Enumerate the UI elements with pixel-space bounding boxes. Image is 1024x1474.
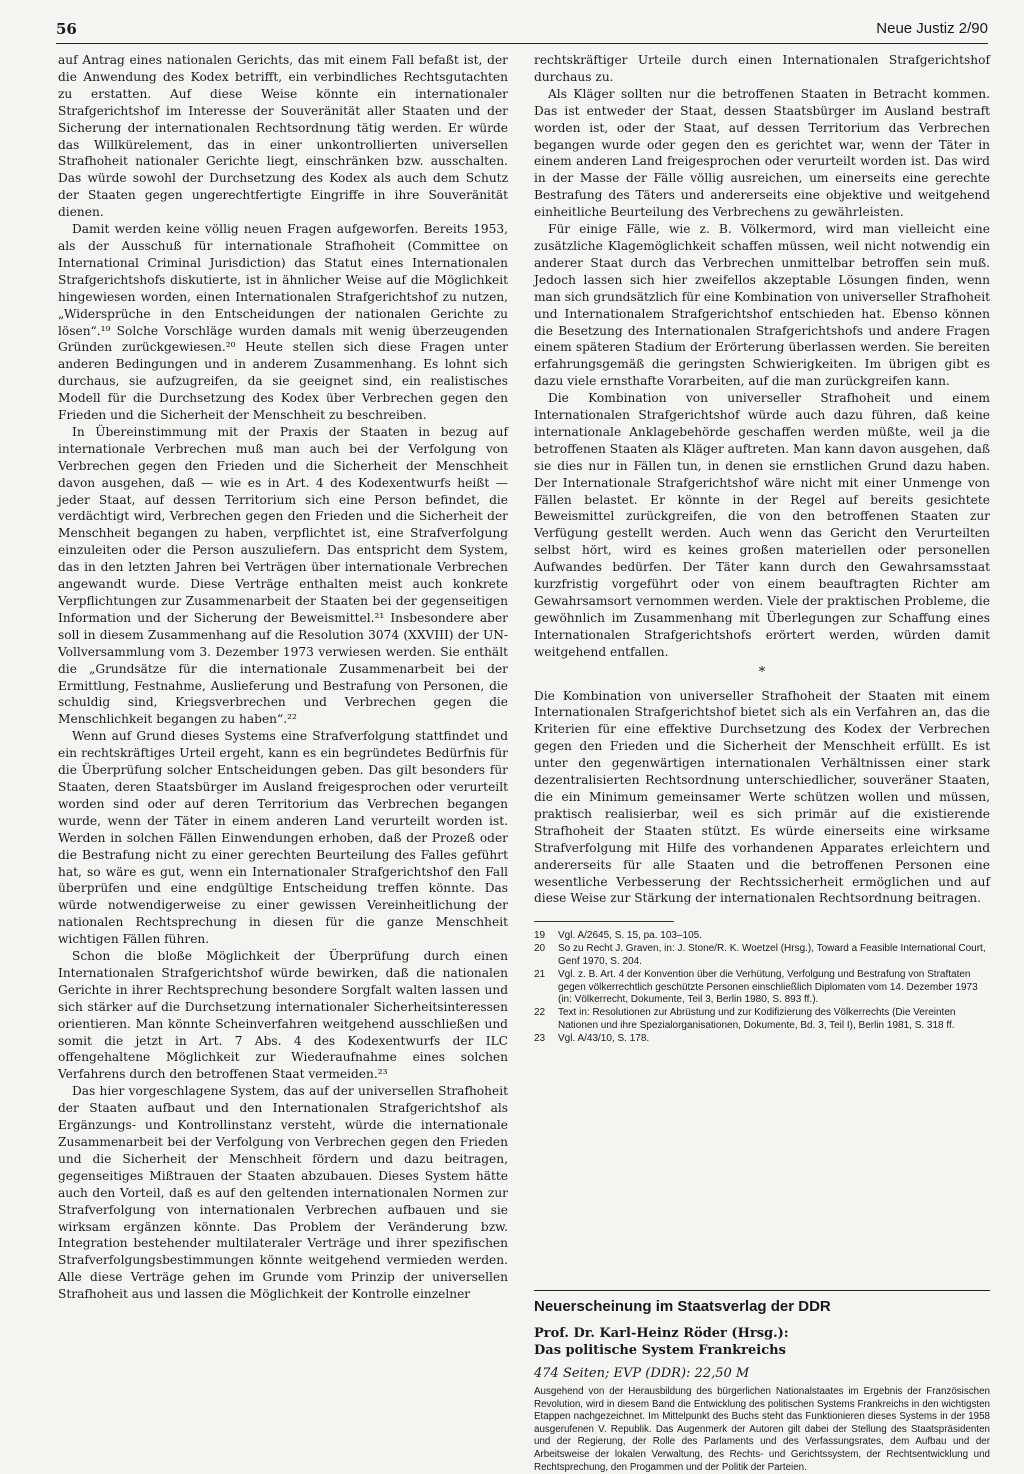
book-title: Das politische System Frankreichs [534, 1343, 786, 1358]
paragraph: In Übereinstimmung mit der Praxis der Staaten in bezug auf internationale Verbrechen muß man auch bei der Verfolgung von Verbrechen gegen den Frieden und die Sicherheit der Menschheit davon ausgehen, daß — wie es in Art. 4 des Kodexentwurfs heißt — jeder Staat, auf dessen Territorium sich eine Person befindet, die verdächtigt wird, Verbrechen gegen den Frieden und die Sicherheit der Menschheit begangen zu haben, verpflichtet ist, eine Strafverfolgung einzuleiten oder die Person auszuliefern. Das entspricht dem System, das in den letzten Jahren bei Verträgen über internationale Verbrechen angewandt wurde. Diese Verträge enthalten meist auch konkrete Verpflichtungen zur Zusammenarbeit der Staaten bei der gegenseitigen Information und der Sicherung der Beweismittel.²¹ Insbesondere aber soll in diesem Zusammenhang auf die Resolution 3074 (XXVIII) der UN-Vollversammlung vom 3. Dezember 1973 verwiesen werden. Sie enthält die „Grundsätze für die internationale Zusammenarbeit bei der Ermittlung, Festnahme, Auslieferung und Bestrafung von Personen, die schuldig sind, Kriegsverbrechen und Verbrechen gegen die Menschlichkeit begangen zu haben“.²² [58, 424, 508, 727]
paragraph: Damit werden keine völlig neuen Fragen aufgeworfen. Bereits 1953, als der Ausschuß für internationale Strafhoheit (Committee on International Criminal Jurisdiction) das Statut eines Internationalen Strafgerichtshofs diskutierte, ist in ähnlicher Weise auf die Möglichkeit hingewiesen worden, einen Internationalen Strafgerichtshof zu nutzen, „Widersprüche in den Entscheidungen der nationalen Gerichte zu lösen“.¹⁹ Solche Vorschläge wurden damals mit wenig überzeugenden Gründen zurückgewiesen.²⁰ Heute stellen sich diese Fragen unter anderen Bedingungen und in anderem Zusammenhang. Es lohnt sich durchaus, sie aufzugreifen, da sie geeignet sind, ein realistisches Modell für die Durchsetzung des Kodex über Verbrechen gegen den Frieden und die Sicherheit der Menschheit zu beschreiben. [58, 222, 508, 423]
paragraph: Das hier vorgeschlagene System, das auf der universellen Strafhoheit der Staaten aufbaut und den Internationalen Strafgerichtshof als Ergänzungs- und Kontrollinstanz versteht, würde die internationale Zusammenarbeit bei der Verfolgung von Verbrechen gegen den Frieden und die Sicherheit der Menschheit fördern und dazu beitragen, gegenseitiges Mißtrauen der Staaten abzubauen. Dieses System hätte auch den Vorteil, daß es auf den geltenden internationalen Normen zur Strafverfolgung von internationalen Verbrechen aufbauen und sie wirksam ergänzen könnte. Das Problem der Veränderung bzw. Integration bestehender multilateraler Verträge und ihrer spezifischen Strafverfolgungsbestimmungen könnte weitgehend vermieden werden. Alle diese Verträge gehen im Grunde vom Prinzip der universellen Strafhoheit aus und lassen die Möglichkeit der Kontrolle einzelner [58, 1084, 508, 1302]
footnote-number: 19 [534, 930, 546, 942]
book-author: Prof. Dr. Karl-Heinz Röder (Hrsg.): [534, 1326, 789, 1341]
footnote-divider [534, 921, 674, 922]
conclusion-paragraph: Die Kombination von universeller Strafhoheit der Staaten mit einem Internationalen Strafgerichtshof bietet sich als ein Verfahren an, das die Kriterien für eine effektive Durchsetzung des Kodex der Verbrechen gegen den Frieden und die Sicherheit der Menschheit erfüllt. Es ist unter den gegenwärtigen internationalen Verhältnissen einer stark dezentralisierten Rechtsordnung unterschiedlicher, souveräner Staaten, die ein Minimum gemeinsamer Werte schützen wollen und müssen, praktisch realisierbar, weil es sich primär auf die existierende Strafhoheit der Staaten stützt. Es würde einerseits eine wirksame Strafverfolgung mit Hilfe des vorhandenen Apparates erleichtern und andererseits für alle Staaten und die betroffenen Personen eine wesentliche Verbesserung der Rechtssicherheit ermöglichen und auf diese Weise zur Stärkung der internationalen Rechtsordnung beitragen. [534, 688, 990, 906]
section-separator: * [758, 664, 766, 680]
left-column [58, 52, 508, 1303]
paragraph: Wenn auf Grund dieses Systems eine Strafverfolgung stattfindet und ein rechtskräftiges Urteil ergeht, kann es ein begründetes Bedürfnis für die Überprüfung solcher Entscheidungen geben. Das gilt besonders für Staaten, deren Staatsbürger im Ausland freigesprochen oder verurteilt worden sind oder auf deren Territorium das Verbrechen begangen wurde, wenn der Täter in einem anderen Land verurteilt worden ist. Werden in solchen Fällen Einwendungen erhoben, daß der Prozeß oder die Bestrafung nicht zu einer gerechten Beurteilung des Falles geführt hat, so wäre es gut, wenn ein Internationaler Strafgerichtshof den Fall überprüfen und eine endgültige Entscheidung treffen könnte. Das würde notwendigerweise zu einer gewissen Vereinheitlichung der nationalen Rechtsprechung in diesen für die ganze Menschheit wichtigen Fällen führen. [58, 729, 508, 947]
journal-title: Neue Justiz 2/90 [876, 20, 988, 37]
paragraph: Für einige Fälle, wie z. B. Völkermord, wird man vielleicht eine zusätzliche Klagemöglichkeit schaffen müssen, weil nicht notwendig ein anderer Staat durch das Verbrechen unmittelbar betroffen sein muß. Jedoch lassen sich hier zweifellos akzeptable Lösungen finden, wenn man sich grundsätzlich für eine Kombination von universeller Strafhoheit und Internationalem Strafgerichtshof entschieden hat. Ebenso können die Besetzung des Internationalen Strafgerichtshofs und andere Fragen einem späteren Stadium der Erörterung überlassen werden. Sie bereiten erfahrungsgemäß die geringsten Schwierigkeiten. Im übrigen gibt es dazu viele ernsthafte Vorarbeiten, auf die man zurückgreifen kann. [534, 222, 990, 389]
book-notice [534, 1290, 990, 1474]
footnote [534, 943, 990, 969]
footnotes [534, 930, 990, 1045]
footnote-text: Vgl. A/2645, S. 15, pa. 103–105. [558, 930, 703, 942]
paragraph: Schon die bloße Möglichkeit der Überprüfung durch einen Internationalen Strafgerichtshof würde bewirken, daß die nationalen Gerichte in ihrer Rechtsprechung besondere Sorgfalt walten lassen und sich stärker auf die Durchsetzung internationaler Sicherheitsinteressen orientieren. Man könnte Scheinverfahren weitgehend ausschließen und somit die jetzt in Art. 7 Abs. 4 des Kodexentwurfs der ILC offengehaltene Möglichkeit zur Wiederaufnahme eines solchen Verfahrens durch den betroffenen Staat vermeiden.²³ [58, 949, 508, 1082]
notice-divider [534, 1290, 990, 1291]
footnote-text: Vgl. z. B. Art. 4 der Konvention über die Verhütung, Verfolgung und Bestrafung von Straftaten gegen völkerrechtlich geschützte Personen einschließlich Diplomaten vom 14. Dezember 1973 (in: Völkerrecht, Dokumente, Teil 3, Berlin 1980, S. 893 ff.). [558, 968, 978, 1006]
paragraph: Die Kombination von universeller Strafhoheit und einem Internationalen Strafgerichtshof würde auch dazu führen, daß keine internationale Anklagebehörde geschaffen werden müßte, weil ja die betroffenen Staaten als Kläger auftreten. Man kann davon ausgehen, daß sie dies nur in Fällen tun, in denen sie ernstlichen Grund dazu haben. Der Internationale Strafgerichtshof wäre nicht mit einer Unmenge von Fällen belastet. Er könnte in der Regel auf bereits gesichtete Beweismittel zurückgreifen, die von den betroffenen Staaten zur Verfügung gestellt werden. Auch wenn das Gericht den Verurteilten selbst hört, wird es keines großen materiellen oder personellen Aufwandes bedürfen. Der Täter kann durch den Gewahrsamsstaat kurzfristig vorgeführt oder von einem beauftragten Richter am Gewahrsamsort vernommen werden. Viele der praktischen Probleme, die gewöhnlich im Zusammenhang mit Überlegungen zur Schaffung eines Internationalen Strafgerichtshofs erörtert werden, würden damit weitgehend entfallen. [534, 391, 990, 659]
footnote-text: So zu Recht J. Graven, in: J. Stone/R. K. Woetzel (Hrsg.), Toward a Feasible International Court, Genf 1970, S. 204. [558, 943, 986, 967]
right-column [534, 52, 990, 1045]
paragraph: auf Antrag eines nationalen Gerichts, das mit einem Fall befaßt ist, der die Anwendung des Kodex betrifft, ein verbindliches Rechtsgutachten zu erstatten. Auf diese Weise könnte ein internationaler Strafgerichtshof im Interesse der Souveränität aller Staaten und der Sicherung der internationalen Rechtsordnung tätig werden. Er würde das Willkürelement, das in einer unkontrollierten universellen Strafhoheit nationaler Gerichte liegt, einschränken bzw. ausschalten. Das würde sowohl der Durchsetzung des Kodex als auch dem Schutz der Staaten gegen ungerechtfertigte Eingriffe in ihre Souveränität dienen. [58, 53, 508, 220]
page-number: 56 [56, 20, 77, 38]
footnote-number: 23 [534, 1032, 546, 1044]
book-price: 474 Seiten; EVP (DDR): 22,50 M [534, 1366, 750, 1381]
footnote-text: Vgl. A/43/10, S. 178. [558, 1032, 650, 1044]
footnote-number: 22 [534, 1007, 546, 1019]
footnote [534, 1033, 990, 1046]
notice-heading: Neuerscheinung im Staatsverlag der DDR [534, 1298, 831, 1315]
book-description: Ausgehend von der Herausbildung des bürgerlichen Nationalstaates im Ergebnis der Französischen Revolution, wird in diesem Band die Entwicklung des politischen Systems Frankreichs in den wichtigsten Etappen nachgezeichnet. Im Mittelpunkt des Buchs steht das Funktionieren dieses Systems in der 1958 ausgerufenen V. Republik. Das Augenmerk der Autoren gilt dabei der Stellung des Staatspräsidenten und der Regierung, der Rolle des Parlaments und des Verfassungsrates, dem Aufbau und der Arbeitsweise der lokalen Verwaltung, des Rechts- und Gerichtssystem, der Rechtsentwicklung und Rechtsprechung, den Progammen und der Politik der Parteien. [534, 1386, 990, 1473]
footnote-text: Text in: Resolutionen zur Abrüstung und zur Kodifizierung des Völkerrechts (Die Vereinten Nationen und ihre Spezialorganisationen, Dokumente, Bd. 3, Teil I), Berlin 1981, S. 318 ff. [558, 1007, 956, 1031]
footnote-number: 20 [534, 943, 546, 955]
footnote-number: 21 [534, 968, 546, 980]
footnote [534, 969, 990, 1007]
paragraph: Als Kläger sollten nur die betroffenen Staaten in Betracht kommen. Das ist entweder der Staat, dessen Staatsbürger im Ausland bestraft worden ist, oder der Staat, auf dessen Territorium das Verbrechen begangen wurde oder gegen den es gerichtet war, wenn der Täter in einem anderen Land freigesprochen oder verurteilt worden ist. Das wird in der Masse der Fälle völlig ausreichen, um einerseits eine gerechte Bestrafung des Täters und andererseits eine objektive und weitgehend einheitliche Beurteilung des Verbrechens zu gewährleisten. [534, 86, 990, 220]
footnote [534, 1007, 990, 1033]
page-header [56, 20, 988, 44]
footnote [534, 930, 990, 943]
paragraph: rechtskräftiger Urteile durch einen Internationalen Strafgerichtshof durchaus zu. [534, 53, 990, 84]
